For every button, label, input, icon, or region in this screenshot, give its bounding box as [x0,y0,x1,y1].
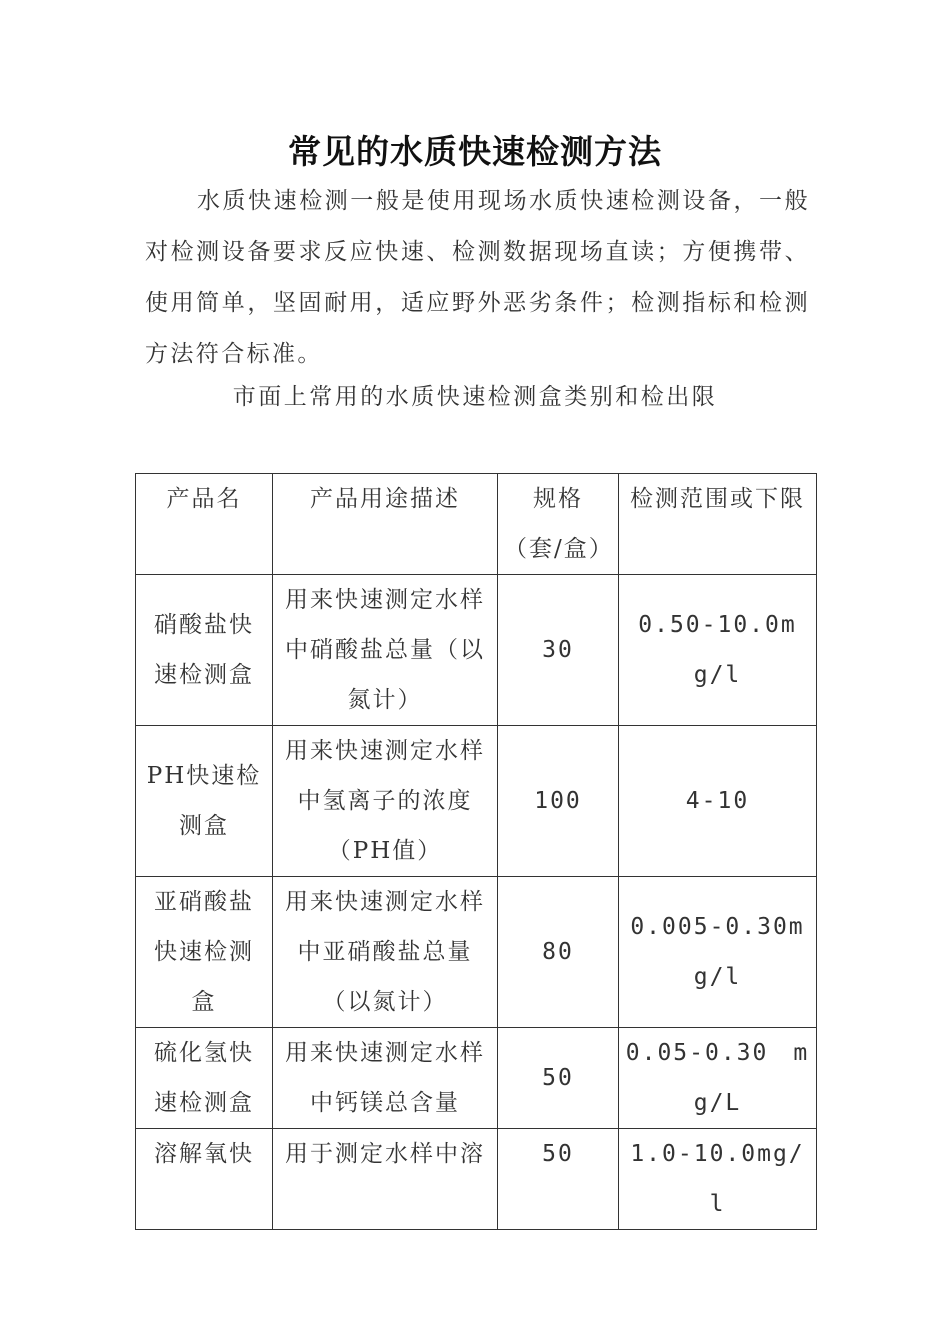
test-kit-table [135,473,817,1230]
header-product-name: 产品名 [136,474,273,575]
table-row [136,1129,817,1230]
cell-description: 用于测定水样中溶 [273,1129,498,1230]
cell-range: 0.50-10.0mg/l [619,575,817,726]
cell-spec: 50 [498,1129,619,1230]
cell-spec: 50 [498,1028,619,1129]
header-spec: 规格（套/盒） [498,474,619,575]
cell-spec: 100 [498,726,619,877]
cell-spec: 80 [498,877,619,1028]
cell-range: 0.005-0.30mg/l [619,877,817,1028]
cell-description: 用来快速测定水样中硝酸盐总量（以氮计） [273,575,498,726]
cell-range: 1.0-10.0mg/l [619,1129,817,1230]
cell-product-name: 亚硝酸盐快速检测盒 [136,877,273,1028]
cell-product-name: 硝酸盐快速检测盒 [136,575,273,726]
cell-product-name: 溶解氧快 [136,1129,273,1230]
header-range: 检测范围或下限 [619,474,817,575]
cell-range: 0.05-0.30 mg/L [619,1028,817,1129]
table-caption: 市面上常用的水质快速检测盒类别和检出限 [232,384,718,410]
table-row [136,877,817,1028]
cell-spec: 30 [498,575,619,726]
table-row [136,1028,817,1129]
table-row [136,575,817,726]
cell-product-name: PH快速检测盒 [136,726,273,877]
cell-description: 用来快速测定水样中氢离子的浓度（PH值） [273,726,498,877]
table-row [136,726,817,877]
cell-description: 用来快速测定水样中亚硝酸盐总量（以氮计） [273,877,498,1028]
intro-paragraph: 水质快速检测一般是使用现场水质快速检测设备，一般对检测设备要求反应快速、检测数据现场直读；方便携带、使用简单，坚固耐用，适应野外恶劣条件；检测指标和检测方法符合标准。 [145,188,810,367]
cell-description: 用来快速测定水样中钙镁总含量 [273,1028,498,1129]
header-description: 产品用途描述 [273,474,498,575]
page-title: 常见的水质快速检测方法 [288,132,662,171]
table-header-row [136,474,817,575]
cell-product-name: 硫化氢快速检测盒 [136,1028,273,1129]
cell-range: 4-10 [619,726,817,877]
